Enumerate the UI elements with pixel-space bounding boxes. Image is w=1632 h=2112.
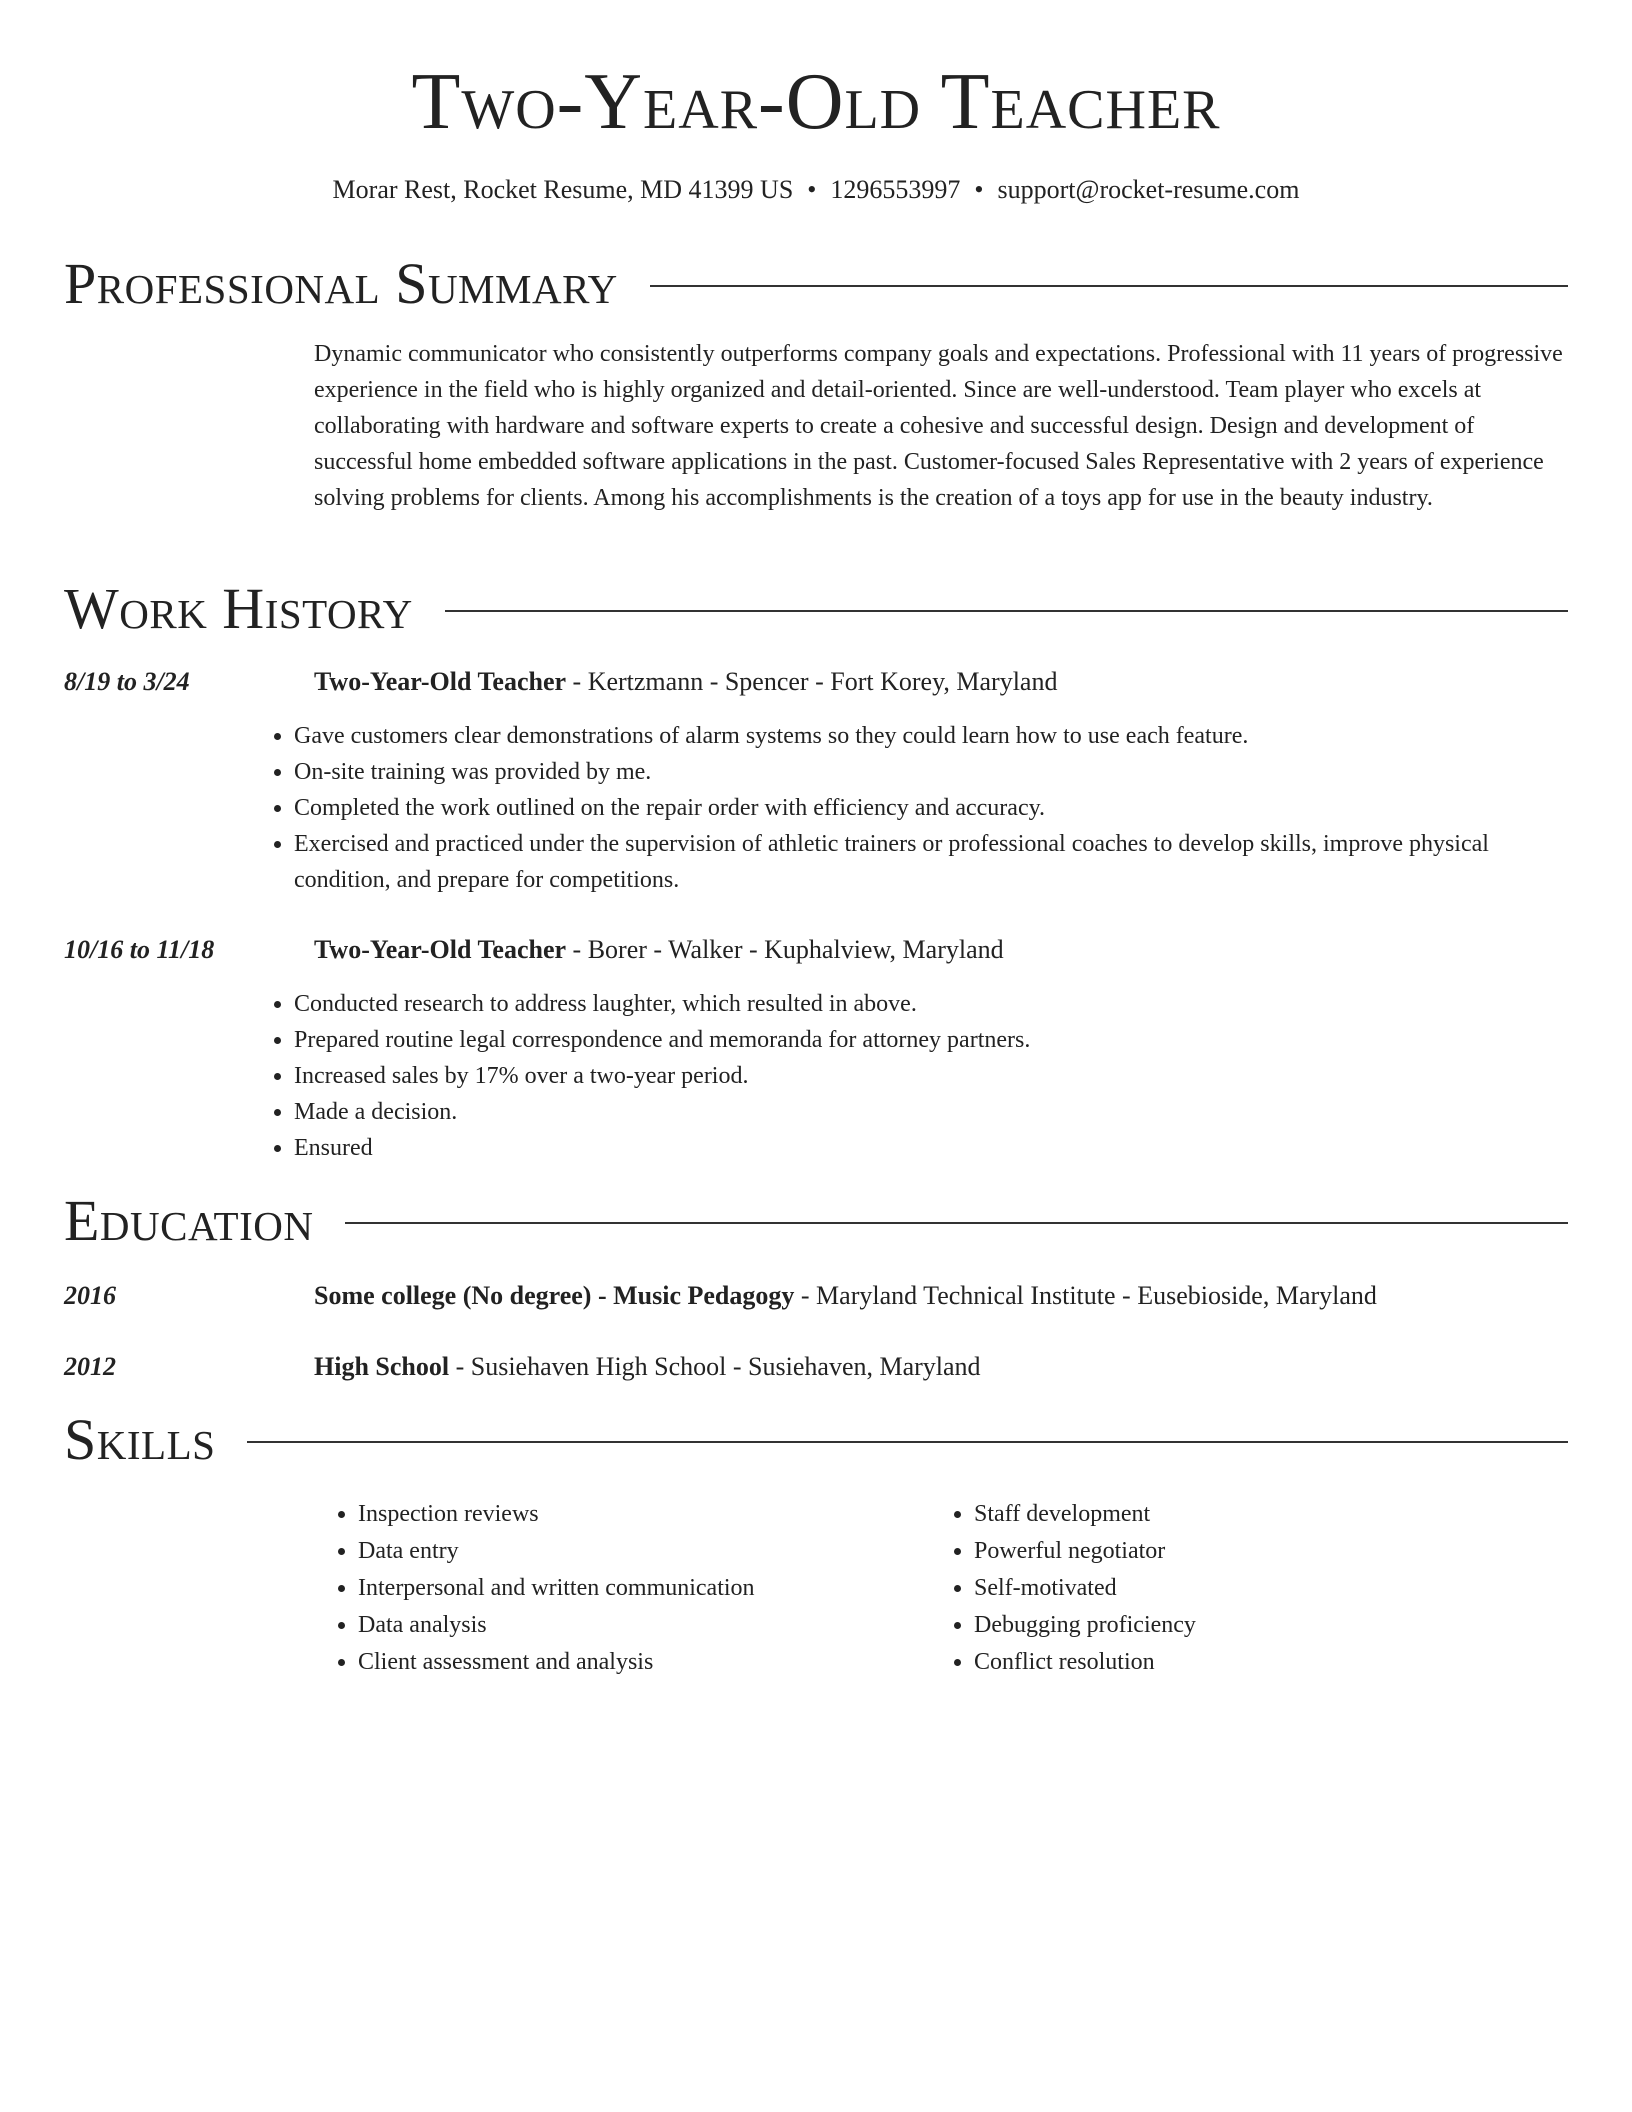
skills-list-right <box>930 1496 1530 1681</box>
education-degree: High School <box>314 1352 450 1381</box>
work-details: - Borer - Walker - Kuphalview, Maryland <box>566 935 1004 964</box>
contact-line <box>0 172 1632 208</box>
work-title: Two-Year-Old Teacher <box>314 667 567 696</box>
education-section-header <box>64 1186 1568 1256</box>
work-bullets <box>250 718 1504 898</box>
summary-section-title: Professional Summary <box>64 251 618 316</box>
candidate-name: Two-Year-Old Teacher <box>411 58 1221 146</box>
professional-summary-text: Dynamic communicator who consistently outperforms company goals and expectations. Professional with 11 years of progressive experience in the field who is highly organized and detail-oriented. Since are well-understood. Team player who excels at collaborating with hardware and software experts to create a cohesive and successful design. Design and development of successful home embedded software applications in the past. Customer-focused Sales Representative with 2 years of experience solving problems for clients. Among his accomplishments is the creation of a toys app for use in the beauty industry. <box>314 341 1563 511</box>
work-bullet: • Completed the work outlined on the repair order with efficiency and accuracy. <box>294 790 1504 826</box>
education-heading <box>314 1349 1568 1385</box>
work-bullet: • Exercised and practiced under the supervision of athletic trainers or professional coaches to develop skills, improve physical condition, and prepare for competitions. <box>294 826 1504 898</box>
work-bullet: • Conducted research to address laughter, which resulted in above. <box>294 986 1504 1022</box>
contact-separator: • <box>807 175 817 204</box>
work-dates: 10/16 to 11/18 <box>64 935 215 964</box>
work-heading <box>314 932 1568 968</box>
contact-separator: • <box>974 175 984 204</box>
summary-section-header <box>64 249 1568 319</box>
skill-item: • Client assessment and analysis <box>358 1644 914 1681</box>
work-bullets <box>250 986 1504 1166</box>
skills-section-title: Skills <box>64 1407 216 1472</box>
work-bullet: • Made a decision. <box>294 1094 1504 1130</box>
work-bullet: • Prepared routine legal correspondence and memoranda for attorney partners. <box>294 1022 1504 1058</box>
education-details: - Susiehaven High School - Susiehaven, Maryland <box>449 1352 981 1381</box>
contact-email[interactable]: support@rocket-resume.com <box>997 175 1300 204</box>
contact-phone: 1296553997 <box>830 175 961 204</box>
section-divider <box>345 1222 1568 1224</box>
work-section-title: Work History <box>64 576 413 641</box>
skill-item: • Self-motivated <box>974 1570 1530 1607</box>
skill-item: • Conflict resolution <box>974 1644 1530 1681</box>
work-details: - Kertzmann - Spencer - Fort Korey, Maryland <box>566 667 1058 696</box>
education-year: 2012 <box>64 1352 116 1381</box>
work-heading <box>314 664 1568 700</box>
contact-address: Morar Rest, Rocket Resume, MD 41399 US <box>332 175 794 204</box>
education-year: 2016 <box>64 1281 116 1310</box>
skill-item: • Data entry <box>358 1533 914 1570</box>
education-section-title: Education <box>64 1188 314 1253</box>
work-bullet: • On-site training was provided by me. <box>294 754 1504 790</box>
work-bullet: • Ensured <box>294 1130 1504 1166</box>
skill-item: • Staff development <box>974 1496 1530 1533</box>
skill-item: • Inspection reviews <box>358 1496 914 1533</box>
skill-item: • Debugging proficiency <box>974 1607 1530 1644</box>
work-section-header <box>64 574 1568 644</box>
section-divider <box>445 610 1568 612</box>
section-divider <box>650 285 1568 287</box>
skill-item: • Powerful negotiator <box>974 1533 1530 1570</box>
work-dates: 8/19 to 3/24 <box>64 667 190 696</box>
skill-item: • Data analysis <box>358 1607 914 1644</box>
education-heading <box>314 1278 1568 1314</box>
skill-item: • Interpersonal and written communication <box>358 1570 914 1607</box>
skills-section-header <box>64 1405 1568 1475</box>
work-bullet: • Increased sales by 17% over a two-year period. <box>294 1058 1504 1094</box>
education-details: - Maryland Technical Institute - Eusebioside, Maryland <box>794 1281 1377 1310</box>
education-degree: Some college (No degree) - Music Pedagogy <box>314 1281 795 1310</box>
skills-list-left <box>314 1496 914 1681</box>
work-title: Two-Year-Old Teacher <box>314 935 567 964</box>
work-bullet: • Gave customers clear demonstrations of alarm systems so they could learn how to use each feature. <box>294 718 1504 754</box>
section-divider <box>247 1441 1568 1443</box>
